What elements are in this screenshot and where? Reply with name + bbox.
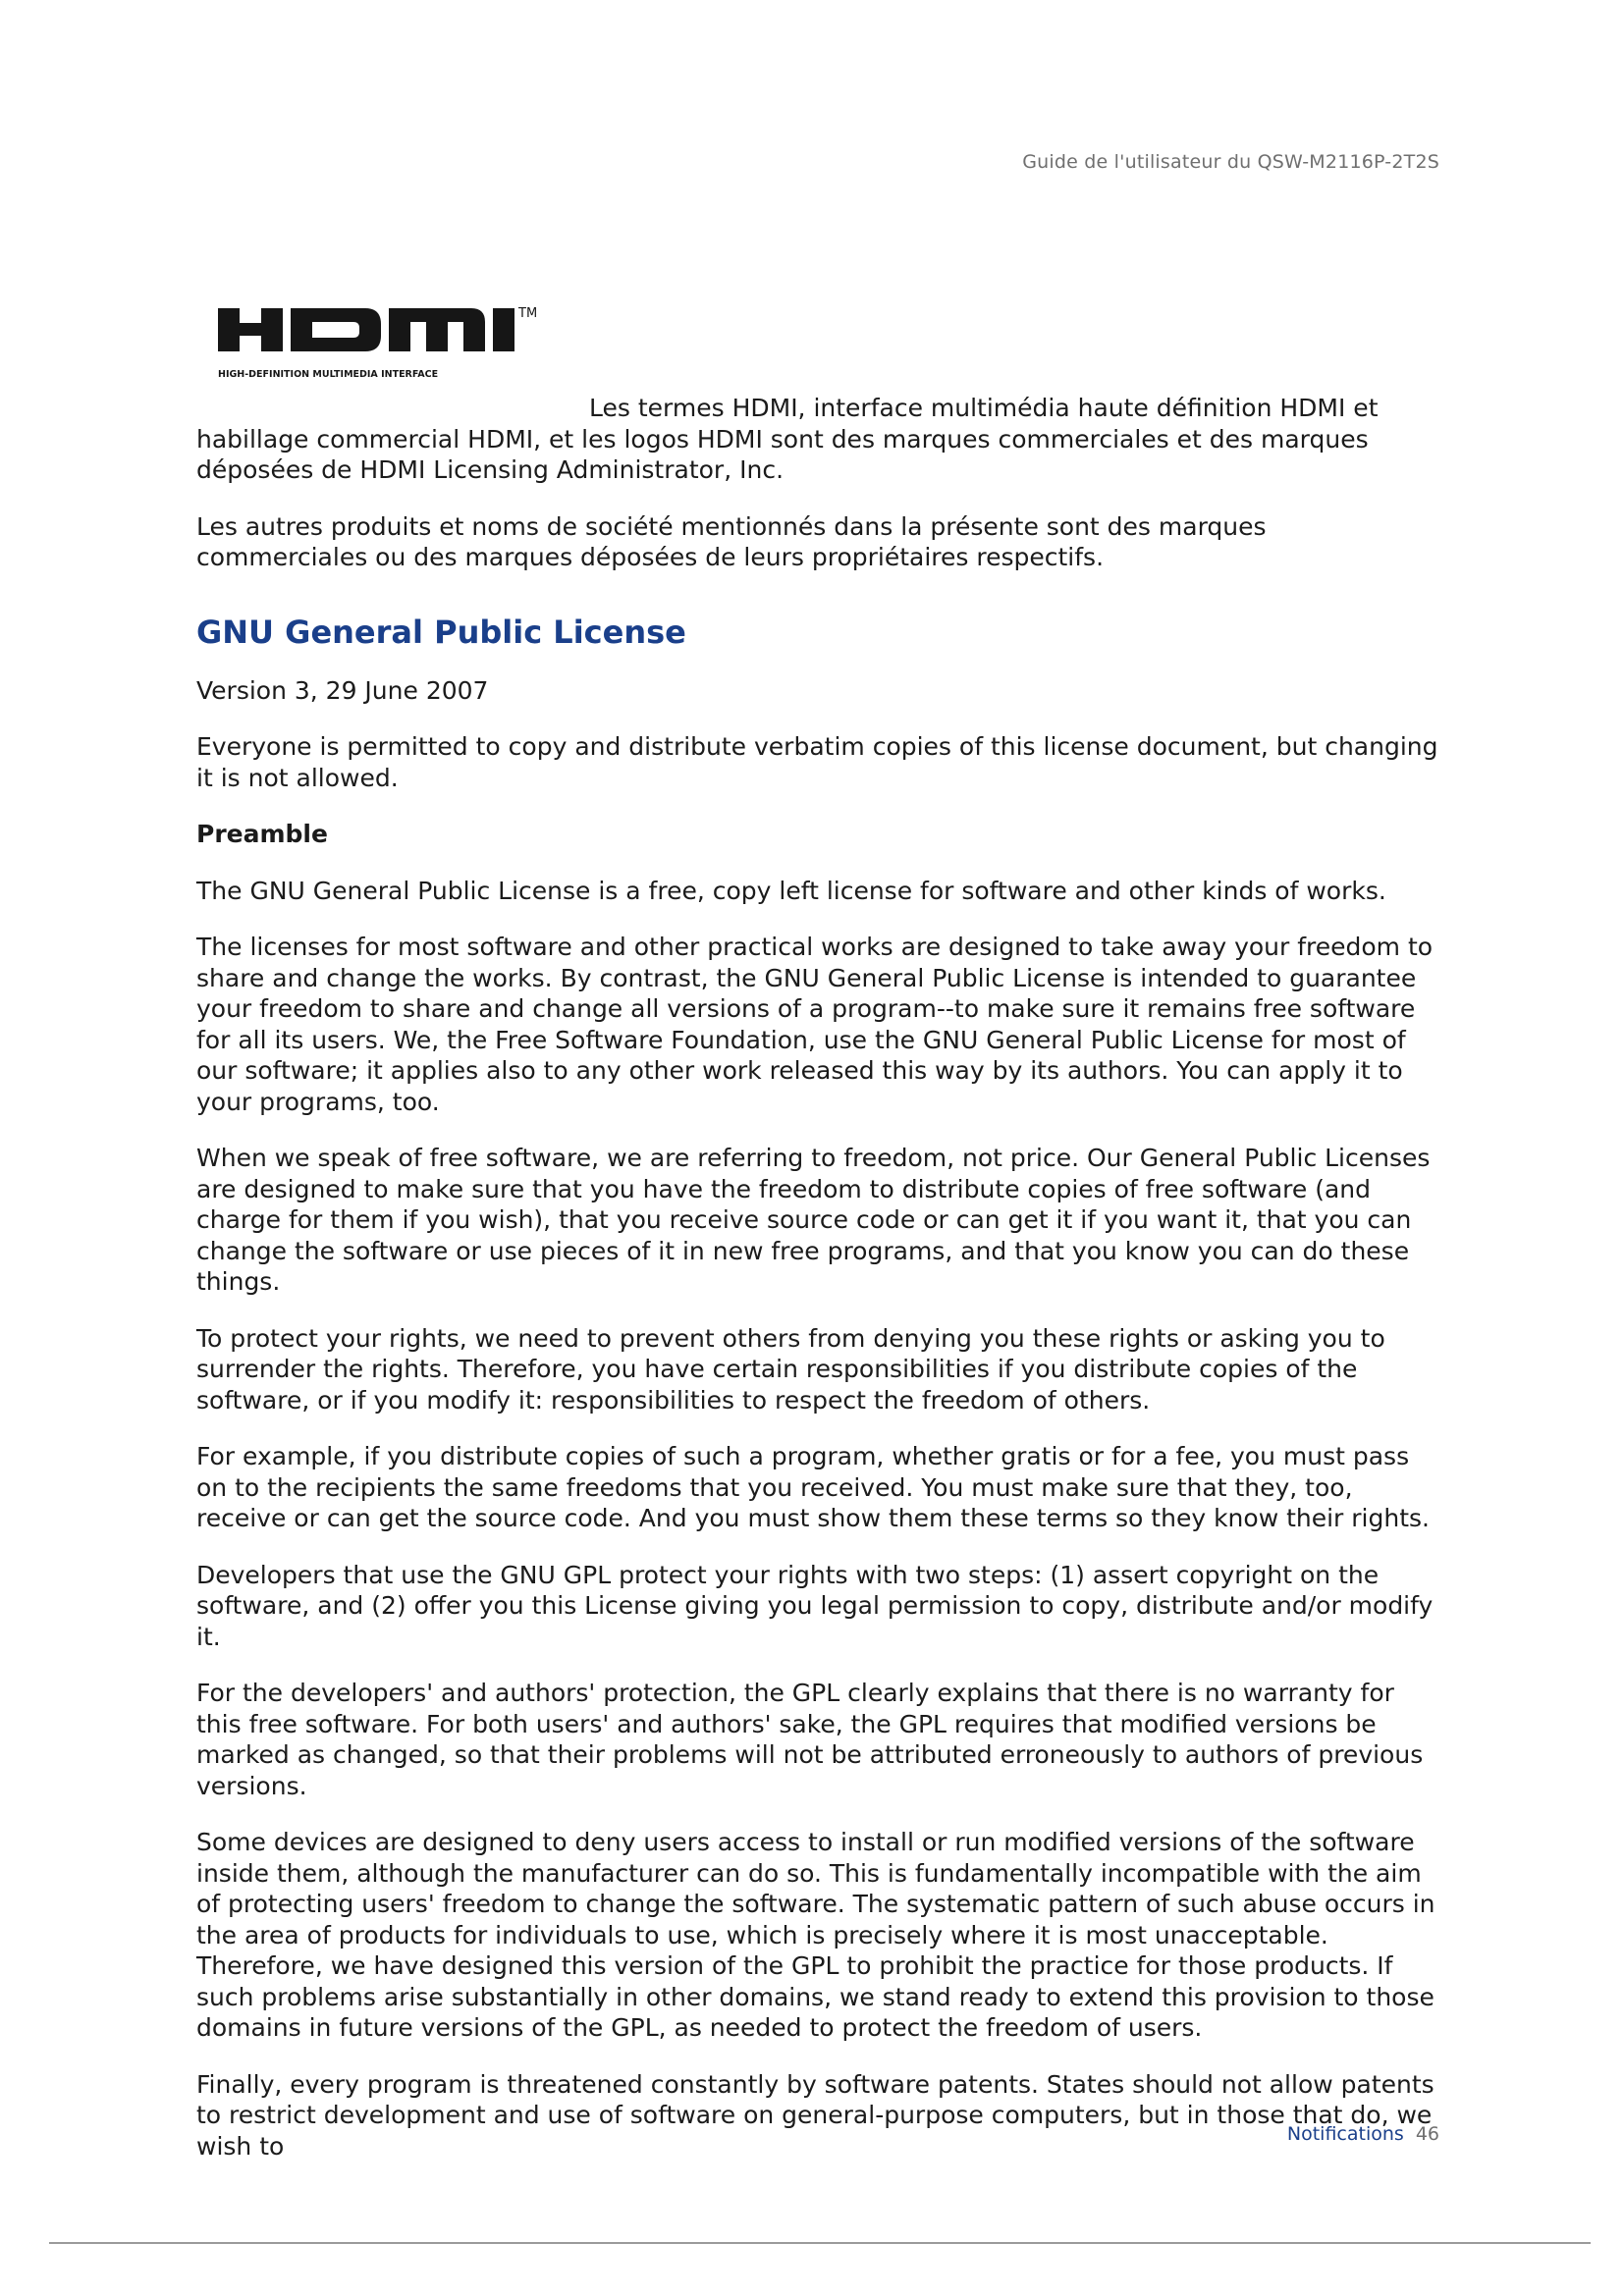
section-title: GNU General Public License <box>196 613 686 651</box>
hdmi-logo-graphic <box>218 304 571 389</box>
hdmi-logo <box>218 304 571 389</box>
footer-section-name: Notifications <box>1286 2123 1404 2145</box>
preamble-paragraph: For example, if you distribute copies of such a program, whether gratis or for a fee, you must pass on to the recipients the same freedoms that you received. You must make sure that they, too, receive or can get the source code. And you must show them these terms so they know their rights. <box>196 1442 1430 1532</box>
bottom-divider <box>49 2242 1591 2244</box>
preamble-heading: Preamble <box>196 820 328 848</box>
page-content <box>196 393 1439 2187</box>
hdmi-trademark-paragraph: Les termes HDMI, interface multimédia haute définition HDMI et habillage commercial HDMI, et les logos HDMI sont des marques commerciales et des marques déposées de HDMI Licensing Administrator, Inc. <box>196 394 1379 484</box>
preamble-paragraph: The GNU General Public License is a free, copy left license for software and other kinds of works. <box>196 876 1386 905</box>
page-footer <box>1287 2123 1439 2145</box>
preamble-paragraph: For the developers' and authors' protection, the GPL clearly explains that there is no warranty for this free software. For both users' and authors' sake, the GPL requires that modified versions be marked as changed, so that their problems will not be attributed erroneously to authors of previous versions. <box>196 1679 1424 1800</box>
page-number: 46 <box>1415 2123 1439 2145</box>
preamble-paragraph: To protect your rights, we need to prevent others from denying you these rights or asking you to surrender the rights. Therefore, you have certain responsibilities if you distribute copies of the software, or if you modify it: responsibilities to respect the freedom of others. <box>196 1323 1385 1415</box>
license-version: Version 3, 29 June 2007 <box>196 675 489 705</box>
preamble-paragraph: Finally, every program is threatened constantly by software patents. States should not allow patents to restrict development and use of software on general-purpose computers, but in those that do, we wish to <box>196 2069 1435 2161</box>
running-header: Guide de l'utilisateur du QSW-M2116P-2T2S <box>1022 151 1439 173</box>
preamble-paragraph: Developers that use the GNU GPL protect your rights with two steps: (1) assert copyright on the software, and (2) offer you this License giving you legal permission to copy, distribute and/or modify it. <box>196 1560 1434 1651</box>
logo-tagline: HIGH-DEFINITION MULTIMEDIA INTERFACE <box>218 369 439 380</box>
preamble-paragraph: When we speak of free software, we are referring to freedom, not price. Our General Public Licenses are designed to make sure that you have the freedom to distribute copies of free software (and charge for them if you wish), that you receive source code or can get it if you want it, that you can change the software or use pieces of it in new free programs, and that you know you can do these things. <box>196 1144 1431 1296</box>
preamble-paragraph: The licenses for most software and other practical works are designed to take away your freedom to share and change the works. By contrast, the GNU General Public License is intended to guarantee your freedom to share and change all versions of a program--to make sure it remains free software for all its users. We, the Free Software Foundation, use the GNU General Public License for most of our software; it applies also to any other work released this way by its authors. You can apply it to your programs, too. <box>196 933 1434 1116</box>
preamble-paragraph: Some devices are designed to deny users access to install or run modified versions of the software inside them, although the manufacturer can do so. This is fundamentally incompatible with the aim of protecting users' freedom to change the software. The systematic pattern of such abuse occurs in the area of products for individuals to use, which is precisely where it is most unacceptable. Therefore, we have designed this version of the GPL to prohibit the practice for those products. If such problems arise substantially in other domains, we stand ready to extend this provision to those domains in future versions of the GPL, as needed to protect the freedom of users. <box>196 1828 1435 2042</box>
other-trademarks-paragraph: Les autres produits et noms de société mentionnés dans la présente sont des marques commerciales ou des marques déposées de leurs propriétaires respectifs. <box>196 511 1267 571</box>
license-notice: Everyone is permitted to copy and distribute verbatim copies of this license document, but changing it is not allowed. <box>196 732 1438 792</box>
trademark-mark: TM <box>518 306 538 321</box>
